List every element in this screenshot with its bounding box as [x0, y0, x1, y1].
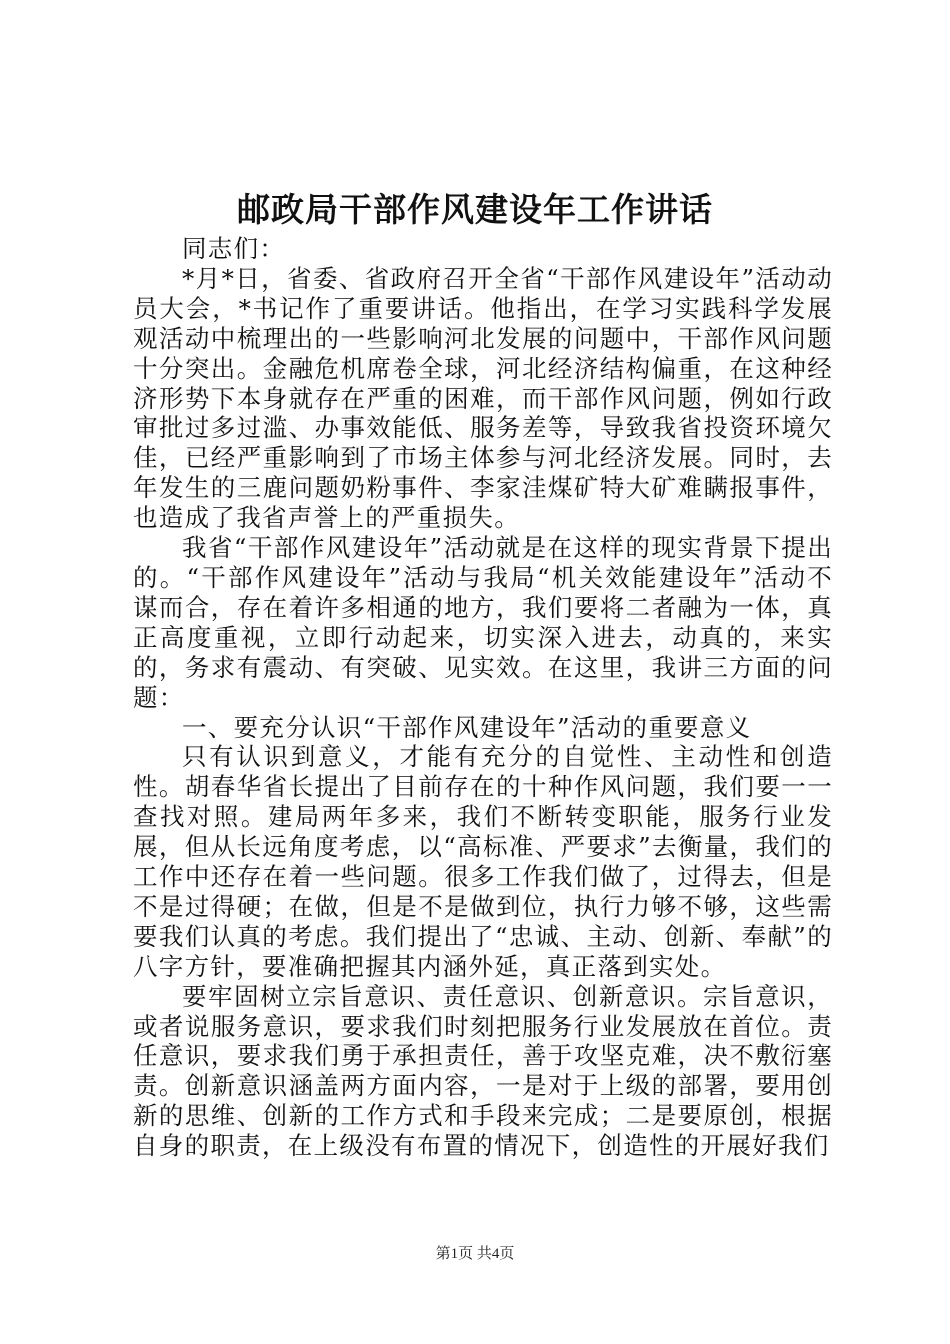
document-body — [133, 234, 833, 1161]
body-paragraph: 我省“干部作风建设年”活动就是在这样的现实背景下提出的。“干部作风建设年”活动与我局“机关效能建设年”活动不谋而合，存在着许多相通的地方，我们要将二者融为一体，真正高度重视，立即行动起来，切实深入进去，动真的，来实的，务求有震动、有突破、见实效。在这里，我讲三方面的问题： — [133, 533, 833, 712]
page-number-footer: 第1页 共4页 — [435, 1246, 515, 1262]
section-heading: 一、要充分认识“干部作风建设年”活动的重要意义 — [182, 712, 752, 742]
body-paragraph: 要牢固树立宗旨意识、责任意识、创新意识。宗旨意识，或者说服务意识，要求我们时刻把服务行业发展放在首位。责任意识，要求我们勇于承担责任，善于攻坚克难，决不敷衍塞责。创新意识涵盖两方面内容，一是对于上级的部署，要用创新的思维、创新的工作方式和手段来完成；二是要原创，根据自身的职责，在上级没有布置的情况下，创造性的开展好我们 — [133, 981, 833, 1161]
document-title: 邮政局干部作风建设年工作讲话 — [237, 190, 713, 229]
body-paragraph: *月*日，省委、省政府召开全省“干部作风建设年”活动动员大会，*书记作了重要讲话。他指出，在学习实践科学发展观活动中梳理出的一些影响河北发展的问题中，干部作风问题十分突出。金融危机席卷全球，河北经济结构偏重，在这种经济形势下本身就存在严重的困难，而干部作风问题，例如行政审批过多过滥、办事效能低、服务差等，导致我省投资环境欠佳，已经严重影响到了市场主体参与河北经济发展。同时，去年发生的三鹿问题奶粉事件、李家洼煤矿特大矿难瞒报事件，也造成了我省声誉上的严重损失。 — [133, 263, 833, 533]
salutation-paragraph: 同志们： — [182, 234, 286, 263]
body-paragraph: 只有认识到意义，才能有充分的自觉性、主动性和创造性。胡春华省长提出了目前存在的十种作风问题，我们要一一查找对照。建局两年多来，我们不断转变职能，服务行业发展，但从长远角度考虑，以“高标准、严要求”去衡量，我们的工作中还存在着一些问题。很多工作我们做了，过得去，但是不是过得硬；在做，但是不是做到位，执行力够不够，这些需要我们认真的考虑。我们提出了“忠诚、主动、创新、奉献”的八字方针，要准确把握其内涵外延，真正落到实处。 — [133, 742, 833, 981]
